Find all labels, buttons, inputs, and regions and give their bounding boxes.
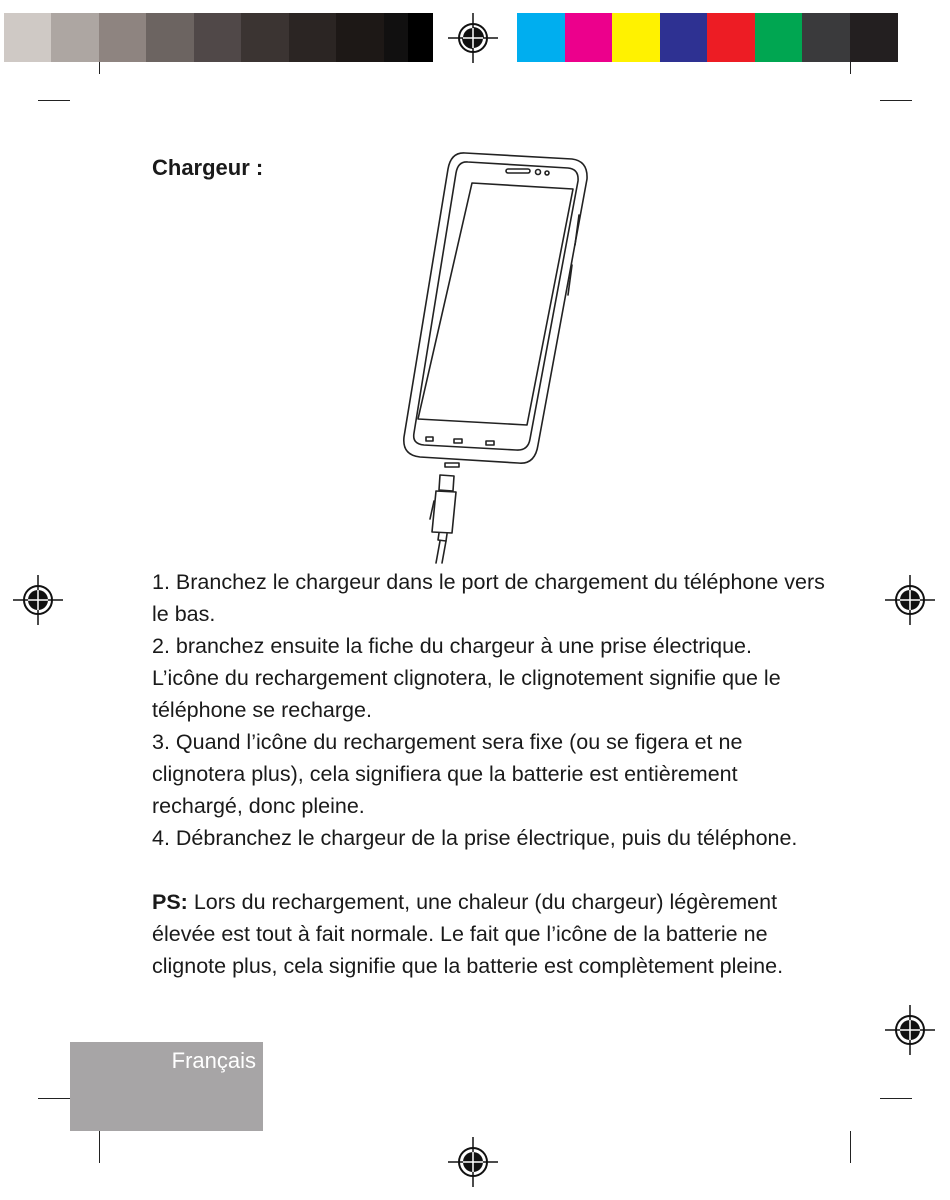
color-swatch xyxy=(660,13,707,62)
crop-mark xyxy=(99,1131,100,1163)
color-swatch xyxy=(707,13,755,62)
gray-swatch xyxy=(289,13,336,62)
note-text: Lors du rechargement, une chaleur (du chargeur) légèrement élevée est tout à fait normale. Le fait que l’icône de la batterie ne clignote plus, cela signifie que la batterie est complètement pleine. xyxy=(152,890,784,978)
crop-mark xyxy=(99,62,100,74)
gray-swatch xyxy=(336,13,384,62)
gray-swatch xyxy=(194,13,241,62)
crop-mark xyxy=(880,100,912,101)
instructions xyxy=(152,566,832,982)
gray-swatch xyxy=(4,13,51,62)
gray-swatch xyxy=(51,13,99,62)
registration-mark-icon xyxy=(13,575,63,625)
gray-swatch xyxy=(99,13,146,62)
color-swatch xyxy=(517,13,565,62)
note-paragraph xyxy=(152,886,832,982)
crop-mark xyxy=(850,1131,851,1163)
language-tab xyxy=(70,1042,263,1131)
color-swatch xyxy=(565,13,612,62)
section-heading: Chargeur : xyxy=(152,155,264,180)
step-1: 1. Branchez le chargeur dans le port de chargement du téléphone vers le bas. xyxy=(152,570,825,626)
note-label: PS: xyxy=(152,890,188,914)
color-swatch xyxy=(755,13,802,62)
step-2-detail: L’icône du rechargement clignotera, le clignotement signifie que le téléphone se recharge. xyxy=(152,666,781,722)
registration-mark-icon xyxy=(448,13,498,63)
phone-with-charger-cable-icon xyxy=(390,145,600,565)
registration-mark-icon xyxy=(885,1005,935,1055)
language-label: Français xyxy=(171,1048,256,1073)
crop-mark xyxy=(38,1098,70,1099)
color-swatch xyxy=(850,13,898,62)
step-4: 4. Débranchez le chargeur de la prise électrique, puis du téléphone. xyxy=(152,826,798,850)
color-swatch xyxy=(612,13,660,62)
step-2: 2. branchez ensuite la fiche du chargeur à une prise électrique. xyxy=(152,634,752,658)
registration-mark-icon xyxy=(885,575,935,625)
color-swatch xyxy=(802,13,850,62)
gray-swatch xyxy=(146,13,194,62)
gray-swatch xyxy=(241,13,289,62)
crop-mark xyxy=(880,1098,912,1099)
gray-swatch xyxy=(408,13,433,62)
crop-mark xyxy=(38,100,70,101)
paragraph-gap xyxy=(152,854,832,886)
crop-mark xyxy=(850,62,851,74)
gray-swatch xyxy=(384,13,408,62)
registration-mark-icon xyxy=(448,1137,498,1187)
step-3: 3. Quand l’icône du rechargement sera fixe (ou se figera et ne clignotera plus), cela signifiera que la batterie est entièrement rechargé, donc pleine. xyxy=(152,730,743,818)
